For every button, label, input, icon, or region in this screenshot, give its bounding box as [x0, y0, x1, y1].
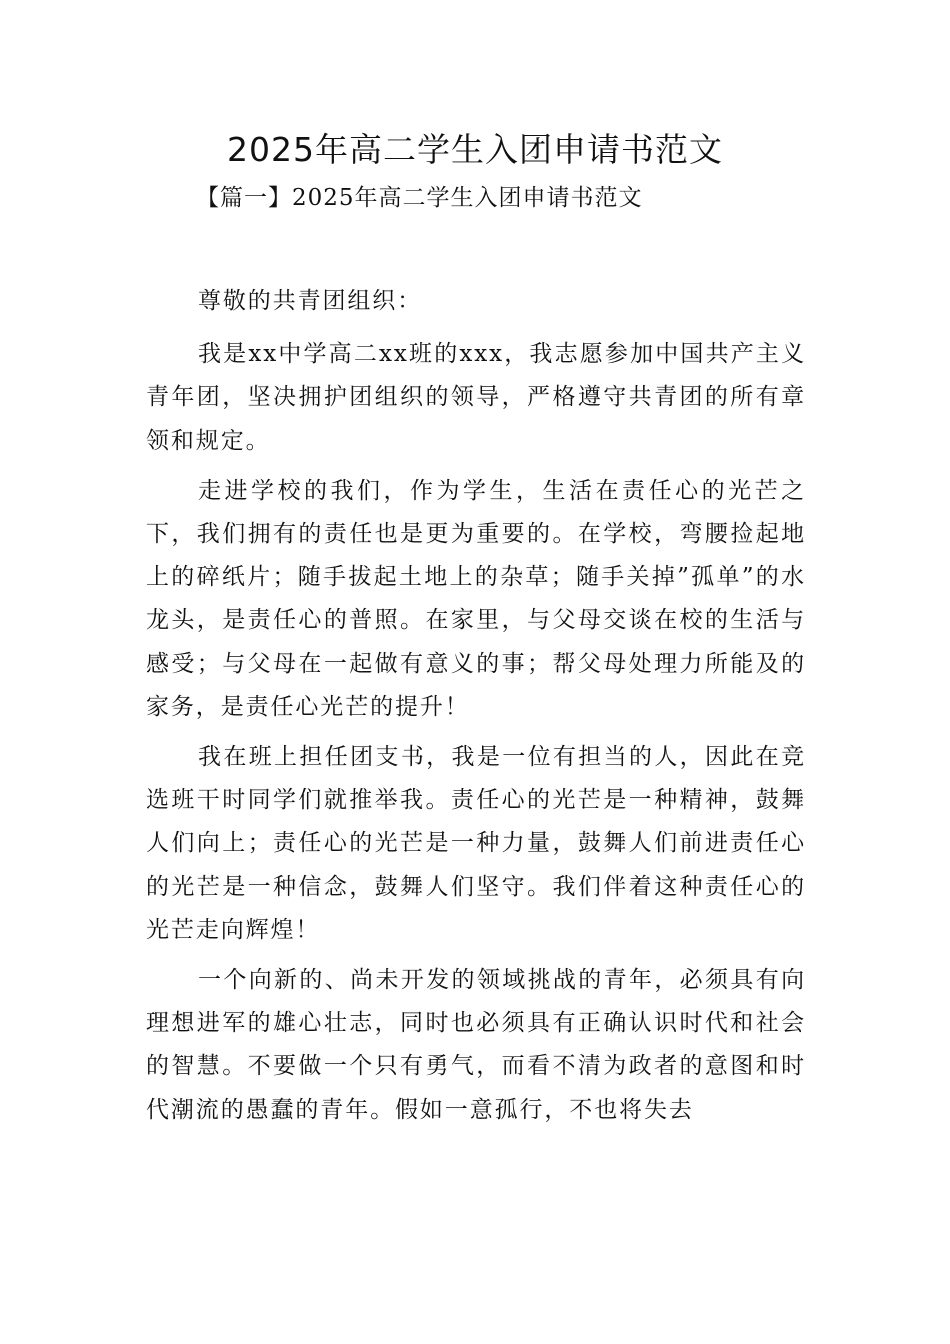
paragraph-1: 我是xx中学高二xx班的xxx，我志愿参加中国共产主义青年团，坚决拥护团组织的领导，严格遵守共青团的所有章领和规定。 [146, 341, 806, 454]
document-title: 2025年高二学生入团申请书范文 [227, 130, 723, 169]
document-subtitle: 【篇一】2025年高二学生入团申请书范文 [196, 185, 643, 211]
paragraph-2: 走进学校的我们，作为学生，生活在责任心的光芒之下，我们拥有的责任也是更为重要的。在学校，弯腰捡起地上的碎纸片；随手拔起土地上的杂草；随手关掉”孤单”的水龙头，是责任心的普照。在家里，与父母交谈在校的生活与感受；与父母在一起做有意义的事；帮父母处理力所能及的家务，是责任心光芒的提升！ [146, 477, 806, 720]
salutation: 尊敬的共青团组织： [198, 288, 423, 314]
paragraph-4: 一个向新的、尚未开发的领域挑战的青年，必须具有向理想进军的雄心壮志，同时也必须具有正确认识时代和社会的智慧。不要做一个只有勇气，而看不清为政者的意图和时代潮流的愚蠢的青年。假如一意孤行，不也将失去 [146, 967, 806, 1123]
paragraph-3: 我在班上担任团支书，我是一位有担当的人，因此在竞选班干时同学们就推举我。责任心的光芒是一种精神，鼓舞人们向上；责任心的光芒是一种力量，鼓舞人们前进责任心的光芒是一种信念，鼓舞人们坚守。我们伴着这种责任心的光芒走向辉煌！ [146, 744, 806, 943]
document-body [146, 280, 806, 1139]
